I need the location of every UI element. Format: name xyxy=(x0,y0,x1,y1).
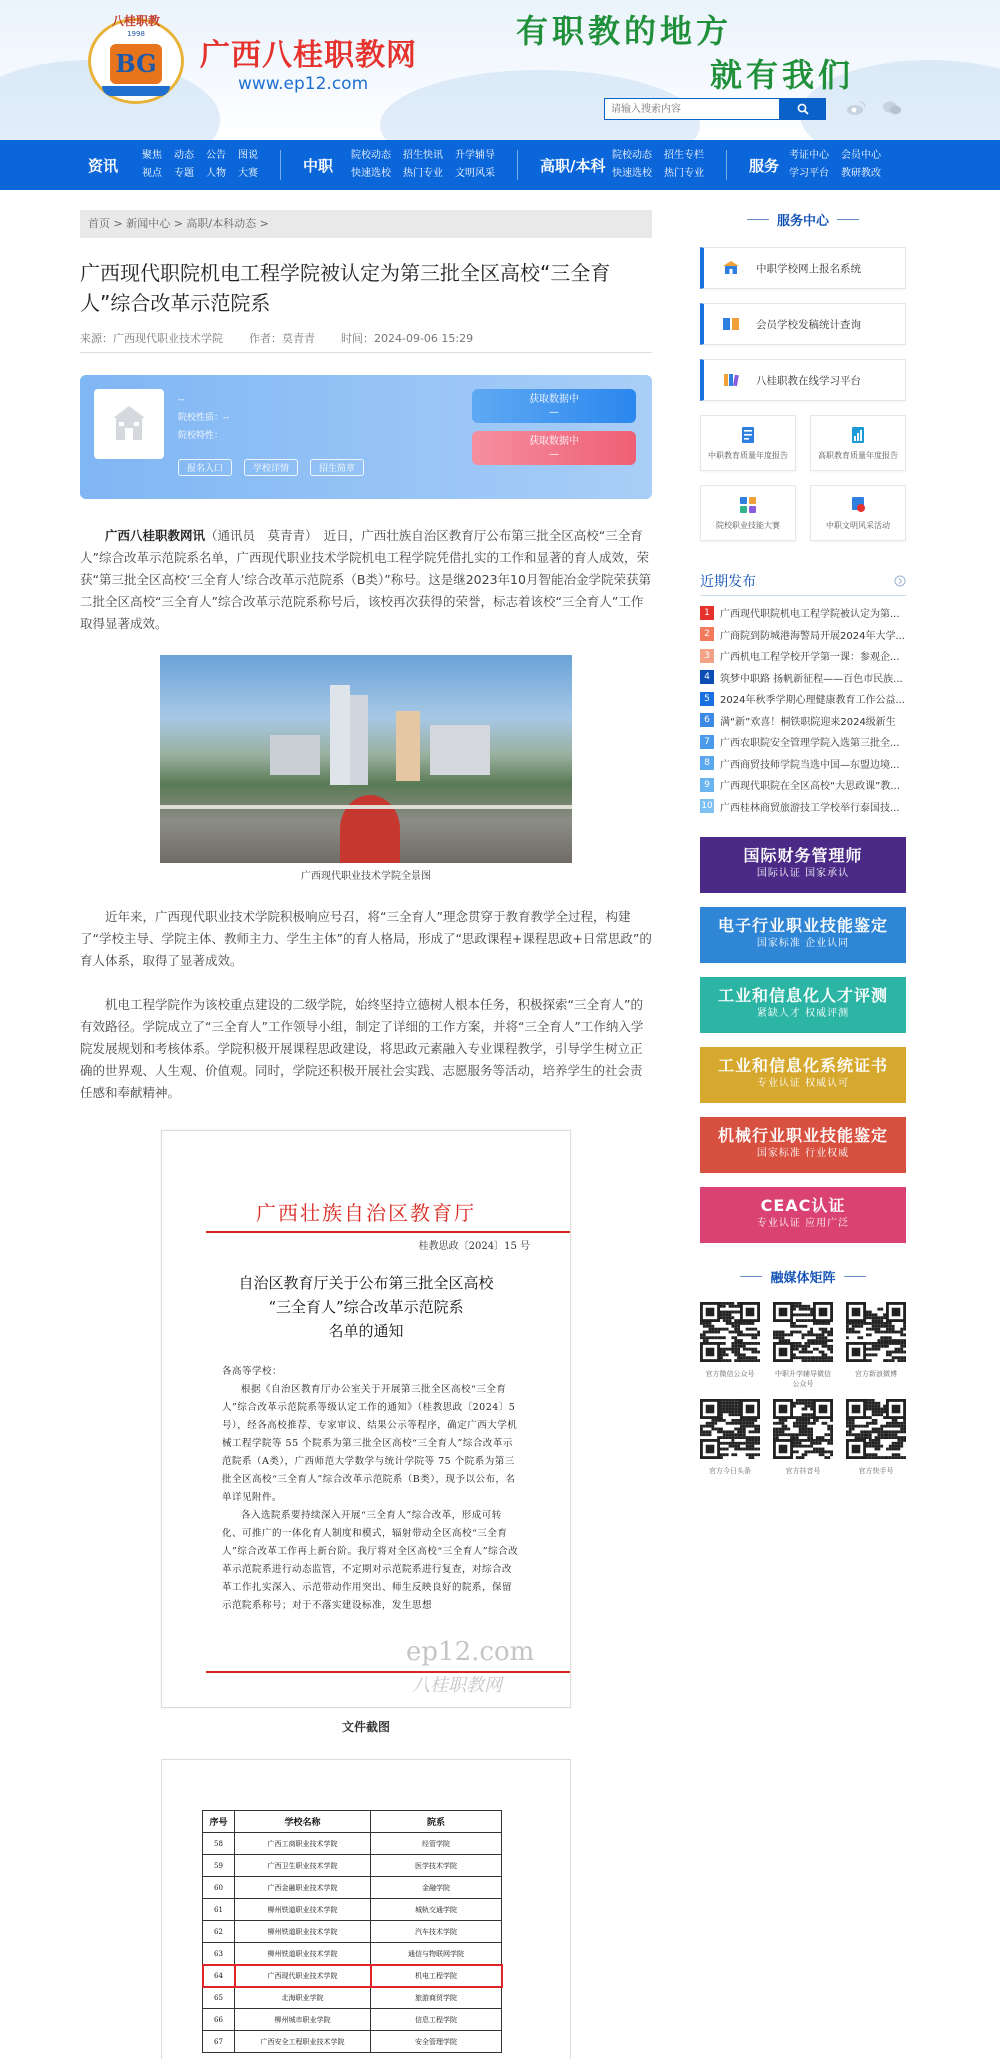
table-cell: 广西金融职业技术学院 xyxy=(235,1877,371,1899)
qr-code-icon xyxy=(846,1399,906,1459)
site-logo[interactable] xyxy=(88,12,184,104)
table-header: 学校名称 xyxy=(235,1811,371,1833)
table-cell: 柳州城市职业学院 xyxy=(235,2009,371,2031)
ad-subtitle: 紧缺人才 权威评测 xyxy=(756,1008,850,1019)
ad-subtitle: 专业认证 应用广泛 xyxy=(756,1218,850,1229)
recent-list xyxy=(700,602,906,817)
qr-label: 官方今日头条 xyxy=(709,1467,751,1475)
doc-issuer: 广西壮族自治区教育厅 xyxy=(256,1201,476,1225)
logo-mark xyxy=(110,44,162,84)
nav-link[interactable]: 会员中心 xyxy=(841,150,881,161)
recent-item[interactable] xyxy=(700,645,906,667)
site-header xyxy=(0,0,1000,140)
qr-item[interactable] xyxy=(846,1302,906,1389)
lead-text: （通讯员 莫青青） 近日，广西壮族自治区教育厅公布第三批全区高校“三全育人”综合改革示范院系名单，广西现代职业技术学院机电工程学院凭借扎实的工作和显著的育人成效，荣获“第三批全区高校‘三全育人’综合改革示范院系（B类）”称号。这是继2023年10月智能冶金学院荣获第二批全区高校“三全育人”综合改革示范院系称号后，该校再次获得的荣誉，标志着该校“三全育人”工作取得显著成效。 xyxy=(80,528,651,631)
grid-label: 中职文明风采活动 xyxy=(826,520,890,530)
doc-title-line: 自治区教育厅关于公布第三批全区高校 xyxy=(238,1274,494,1292)
heading-rule xyxy=(844,1276,866,1277)
grid-item-higher-report[interactable] xyxy=(810,415,906,471)
qr-grid xyxy=(700,1302,906,1476)
qr-code-icon xyxy=(773,1399,833,1459)
school-detail-link[interactable]: 学校详情 xyxy=(244,459,298,476)
recent-title: 广西农职院安全管理学院入选第三批全... xyxy=(720,738,900,750)
table-row xyxy=(203,1877,502,1899)
grid-label: 中职教育质量年度报告 xyxy=(708,450,788,460)
article-lead-paragraph xyxy=(80,525,652,635)
doc-paragraph: 根据《自治区教育厅办公室关于开展第三批全区高校“三全育人”综合改革示范院系等级认定工作的通知》（桂教思政〔2024〕5 号），经各高校推荐、专家审议、结果公示等程序，确定广西大学机械工程学院等 55 个院系为第三批全区高校“三全育人”综合改革示范院系（A类），广西师范大学数学与统计学院等 75 个院系为第三批全区高校“三全育人”综合改革示范院系（B类），现予以公布，名单详见附件。 xyxy=(222,1384,518,1503)
nav-links xyxy=(142,149,258,181)
social-icons xyxy=(846,98,902,118)
heading-rule xyxy=(740,1276,762,1277)
nav-link[interactable]: 大赛 xyxy=(238,168,258,179)
ad-subtitle: 国际认证 国家承认 xyxy=(756,868,850,879)
table-cell: 59 xyxy=(203,1855,235,1877)
nav-link[interactable]: 学习平台 xyxy=(789,168,829,179)
media-matrix xyxy=(700,1267,906,1476)
qr-item[interactable] xyxy=(773,1302,833,1389)
nav-link[interactable]: 院校动态 xyxy=(612,150,652,161)
watermark: 八桂职教网 xyxy=(412,1675,502,1696)
books-icon xyxy=(722,372,740,388)
more-arrow-icon[interactable] xyxy=(894,575,906,587)
nav-link[interactable]: 考证中心 xyxy=(789,150,829,161)
table-cell: 65 xyxy=(203,1987,235,2009)
search-input[interactable] xyxy=(604,98,780,120)
ad-subtitle: 国家标准 行业权威 xyxy=(756,1148,850,1159)
ad-title: 工业和信息化系统证书 xyxy=(717,1056,888,1075)
article-paragraph: 机电工程学院作为该校重点建设的二级学院，始终坚持立德树人根本任务，积极探索“三全育人”的有效路径。学院成立了“三全育人”工作领导小组，制定了详细的工作方案，并将“三全育人”工作纳入学院发展规划和考核体系。学院积极开展课程思政建设，将思政元素融入专业课程教学，引导学生树立正确的世界观、人生观、价值观。同时，学院还积极开展社会实践、志愿服务等活动，培养学生的社会责任感和奉献精神。 xyxy=(80,997,644,1100)
table-cell: 60 xyxy=(203,1877,235,1899)
table-cell: 安全管理学院 xyxy=(371,2031,502,2053)
recent-rank: 2 xyxy=(700,627,714,641)
nav-title[interactable]: 高职/本科 xyxy=(540,156,606,175)
media-heading xyxy=(700,1267,906,1286)
recent-item[interactable] xyxy=(700,688,906,710)
ad-subtitle: 国家标准 企业认同 xyxy=(756,938,850,949)
nav-link[interactable]: 文明风采 xyxy=(455,168,495,179)
grid-label: 高职教育质量年度报告 xyxy=(818,450,898,460)
search-button[interactable] xyxy=(780,98,826,120)
wechat-icon[interactable] xyxy=(882,98,902,118)
table-cell: 64 xyxy=(203,1965,235,1987)
site-url: www.ep12.com xyxy=(238,74,369,94)
table-cell: 旅游商贸学院 xyxy=(371,1987,502,2009)
nav-link[interactable]: 升学辅导 xyxy=(455,150,495,161)
recent-rank: 3 xyxy=(700,649,714,663)
school-info-card xyxy=(80,375,652,499)
table-cell: 广西安全工程职业技术学院 xyxy=(235,2031,371,2053)
qr-label: 官方抖音号 xyxy=(785,1467,821,1475)
service-center-title: 服务中心 xyxy=(776,214,829,229)
table-row xyxy=(203,1833,502,1855)
nav-divider xyxy=(517,150,518,180)
service-item-online-enroll[interactable] xyxy=(700,247,906,289)
school-logo-placeholder xyxy=(94,389,164,459)
table-cell: 61 xyxy=(203,1899,235,1921)
site-name: 广西八桂职教网 xyxy=(200,38,417,73)
qr-code-icon xyxy=(846,1302,906,1362)
nav-group-news xyxy=(88,149,258,181)
nav-divider xyxy=(280,150,281,180)
service-item-learning-platform[interactable] xyxy=(700,359,906,401)
slogan-line2: 就有我们 xyxy=(710,56,855,94)
qr-item[interactable] xyxy=(700,1302,760,1389)
data-button-primary[interactable] xyxy=(472,389,636,423)
ad-subtitle: 专业认证 权威认可 xyxy=(756,1078,850,1089)
recent-title: 筑梦中职路 扬帆新征程——百色市民族... xyxy=(720,673,903,685)
table-cell: 北海职业学院 xyxy=(235,1987,371,2009)
table-cell: 医学技术学院 xyxy=(371,1855,502,1877)
recent-title: 广商院到防城港海警局开展2024年大学... xyxy=(720,630,905,642)
building-icon xyxy=(107,402,151,446)
school-icon xyxy=(722,260,740,276)
table-cell: 金融学院 xyxy=(371,1877,502,1899)
table-row xyxy=(203,2009,502,2031)
table-cell: 广西卫生职业技术学院 xyxy=(235,1855,371,1877)
table-row xyxy=(203,1921,502,1943)
table-header: 院系 xyxy=(371,1811,502,1833)
article-column xyxy=(80,210,652,2059)
nav-link[interactable]: 教研教改 xyxy=(841,168,881,179)
document-caption: 文件截图 xyxy=(341,1720,390,1734)
book-icon xyxy=(722,316,740,332)
school-feature-label: 院校特性： xyxy=(178,431,224,441)
document-screenshot xyxy=(161,1130,571,1708)
recent-title: 广西现代职院在全区高校“大思政课”教... xyxy=(720,781,900,793)
data-button-label: 获取数据中 xyxy=(529,394,579,405)
school-list-table xyxy=(202,1810,502,2053)
recent-rank: 1 xyxy=(700,606,714,620)
service-item-article-stats[interactable] xyxy=(700,303,906,345)
article-author: 作者：莫青青 xyxy=(249,332,315,345)
recent-rank: 10 xyxy=(701,801,713,812)
qr-label: 官方新浪微博 xyxy=(855,1370,897,1378)
lead-bold: 广西八桂职教网讯 xyxy=(105,528,206,543)
search-bar xyxy=(604,98,826,120)
logo-top-text: 八桂职教 xyxy=(111,14,160,28)
table-row xyxy=(203,1855,502,1877)
campus-photo xyxy=(160,655,572,863)
watermark: ep12.com xyxy=(406,1637,535,1667)
nav-links xyxy=(351,149,495,181)
service-label: 中职学校网上报名系统 xyxy=(756,262,861,275)
qr-item[interactable] xyxy=(773,1399,833,1476)
nav-link[interactable]: 招生专栏 xyxy=(664,150,704,161)
breadcrumb[interactable]: 首页 > 新闻中心 > 高职/本科动态 > xyxy=(80,210,652,238)
enroll-entry-link[interactable]: 报名入口 xyxy=(178,459,232,476)
nav-link[interactable]: 动态 xyxy=(174,150,194,161)
recent-rank: 8 xyxy=(700,756,714,770)
photo-caption: 广西现代职业技术学院全景图 xyxy=(301,871,431,882)
grid-item-secondary-report[interactable] xyxy=(700,415,796,471)
school-nature-value: -- xyxy=(223,413,230,423)
recent-rank: 6 xyxy=(700,713,714,727)
logo-book-icon xyxy=(102,86,170,96)
list-table-screenshot xyxy=(161,1759,571,2059)
data-button-sub: — xyxy=(549,407,559,418)
article-source: 来源：广西现代职业技术学院 xyxy=(80,332,223,345)
table-header: 序号 xyxy=(203,1811,235,1833)
qr-code-icon xyxy=(700,1399,760,1459)
qr-label: 官方快手号 xyxy=(858,1467,894,1475)
media-title: 融媒体矩阵 xyxy=(770,1271,836,1286)
school-name: -- xyxy=(178,395,185,405)
service-list xyxy=(700,247,906,401)
service-grid xyxy=(700,415,906,541)
table-cell: 66 xyxy=(203,2009,235,2031)
doc-red-rule xyxy=(206,1671,570,1673)
ad-banner[interactable] xyxy=(700,977,906,1033)
table-row xyxy=(203,1987,502,2009)
table-cell: 汽车技术学院 xyxy=(371,1921,502,1943)
table-cell: 柳州铁道职业技术学院 xyxy=(235,1943,371,1965)
nav-title[interactable]: 资讯 xyxy=(88,156,119,175)
doc-title xyxy=(162,1271,570,1343)
table-cell: 通信与物联网学院 xyxy=(371,1943,502,1965)
recent-item[interactable] xyxy=(700,624,906,646)
table-cell: 广西工商职业技术学院 xyxy=(235,1833,371,1855)
school-info xyxy=(178,391,230,445)
article-paragraph: 近年来，广西现代职业技术学院积极响应号召，将“三全育人”理念贯穿于教育教学全过程，构建了“学校主导、学院主体、教师主力、学生主体”的育人格局，形成了“思政课程+课程思政+日常思政”的育人体系，取得了显著成效。 xyxy=(80,909,652,968)
table-cell: 柳州铁道职业技术学院 xyxy=(235,1899,371,1921)
nav-divider xyxy=(726,150,727,180)
ad-banners xyxy=(700,837,906,1243)
ad-title: 工业和信息化人才评测 xyxy=(717,986,888,1005)
service-label: 八桂职教在线学习平台 xyxy=(756,374,861,387)
table-row xyxy=(203,2031,502,2053)
article-time: 时间：2024-09-06 15:29 xyxy=(341,332,474,345)
recent-title: 广西现代职院机电工程学院被认定为第... xyxy=(720,609,900,621)
nav-link[interactable]: 视点 xyxy=(142,168,162,179)
weibo-icon[interactable] xyxy=(846,98,866,118)
apps-icon xyxy=(739,496,757,514)
recent-item[interactable] xyxy=(700,667,906,689)
chart-report-icon xyxy=(850,426,866,444)
logo-year: 1998 xyxy=(127,30,145,38)
ad-banner[interactable] xyxy=(700,907,906,963)
table-cell: 62 xyxy=(203,1921,235,1943)
slogan-line1: 有职教的地方 xyxy=(516,12,733,50)
qr-code-icon xyxy=(700,1302,760,1362)
data-button-secondary[interactable] xyxy=(472,431,636,465)
doc-paragraph: 各入选院系要持续深入开展“三全育人”综合改革，形成可转化、可推广的一体化育人制度和模式，辐射带动全区高校“三全育人”综合改革工作再上新台阶。我厅将对全区高校“三全育人”综合改革示范院系进行动态监管，不定期对示范院系进行复查，对综合改革工作扎实深入、示范带动作用突出、师生反映良好的院系，保留示范院系称号；对于不落实建设标准，发生思想 xyxy=(222,1510,519,1611)
doc-red-rule xyxy=(206,1231,570,1233)
table-cell: 广西现代职业技术学院 xyxy=(235,1965,371,1987)
ad-title: 电子行业职业技能鉴定 xyxy=(717,916,888,935)
doc-number: 桂教思政〔2024〕15 号 xyxy=(418,1241,530,1252)
table-cell: 67 xyxy=(203,2031,235,2053)
table-cell: 柳州铁道职业技术学院 xyxy=(235,1921,371,1943)
doc-title-line: “三全育人”综合改革示范院系 xyxy=(268,1298,464,1316)
nav-group-secondary xyxy=(303,149,495,181)
table-cell: 63 xyxy=(203,1943,235,1965)
admission-brochure-link[interactable]: 招生简章 xyxy=(310,459,364,476)
grid-item-skills-contest[interactable] xyxy=(700,485,796,541)
data-button-sub: — xyxy=(549,449,559,460)
recent-rank: 5 xyxy=(700,692,714,706)
service-label: 会员学校发稿统计查询 xyxy=(756,318,861,331)
table-cell: 信息工程学院 xyxy=(371,2009,502,2031)
qr-label: 中职升学辅导微信公众号 xyxy=(775,1370,831,1388)
grid-item-civilization-activity[interactable] xyxy=(810,485,906,541)
doc-salutation: 各高等学校： xyxy=(222,1366,283,1377)
ad-title: CEAC认证 xyxy=(760,1196,846,1215)
school-nature-label: 院校性质： xyxy=(178,413,224,423)
recent-item[interactable] xyxy=(700,602,906,624)
nav-link[interactable]: 专题 xyxy=(174,168,194,179)
nav-link[interactable]: 热门专业 xyxy=(664,168,704,179)
service-center-heading xyxy=(700,210,906,229)
report-icon xyxy=(740,426,756,444)
recent-rank: 7 xyxy=(700,735,714,749)
recent-item[interactable] xyxy=(700,753,906,775)
grid-label: 院校职业技能大赛 xyxy=(716,520,780,530)
nav-link[interactable]: 公告 xyxy=(206,150,226,161)
logo-mark-text: BG xyxy=(115,49,157,78)
doc-title-line: 名单的通知 xyxy=(328,1322,404,1340)
doc-body xyxy=(222,1363,520,1615)
recent-rank: 9 xyxy=(700,778,714,792)
sidebar xyxy=(700,210,906,1476)
ad-banner[interactable] xyxy=(700,837,906,893)
award-icon xyxy=(850,496,866,514)
recent-rank: 4 xyxy=(700,670,714,684)
search-icon xyxy=(797,103,809,115)
nav-link[interactable]: 热门专业 xyxy=(403,168,443,179)
nav-link[interactable]: 图说 xyxy=(238,150,258,161)
recent-item[interactable] xyxy=(700,731,906,753)
qr-label: 官方微信公众号 xyxy=(705,1370,755,1378)
recent-title: 广西桂林商贸旅游技工学校举行泰国技... xyxy=(720,802,900,814)
recent-heading xyxy=(700,571,906,596)
ad-title: 国际财务管理师 xyxy=(743,846,863,865)
ad-banner[interactable] xyxy=(700,1117,906,1173)
recent-title: 2024年秋季学期心理健康教育工作公益... xyxy=(720,695,905,707)
ad-banner[interactable] xyxy=(700,1047,906,1103)
nav-link[interactable]: 聚焦 xyxy=(142,150,162,161)
recent-title: 广西商贸技师学院当选中国—东盟边境... xyxy=(720,759,900,771)
recent-title: 广西机电工程学校开学第一课：参观企... xyxy=(720,652,900,664)
recent-title: 满“新”欢喜！桐铁职院迎来2024级新生 xyxy=(720,716,896,728)
nav-group-service xyxy=(749,149,881,181)
heading-rule xyxy=(747,219,769,220)
nav-links xyxy=(789,149,881,181)
heading-rule xyxy=(837,219,859,220)
qr-code-icon xyxy=(773,1302,833,1362)
main-nav xyxy=(0,140,1000,190)
nav-link[interactable]: 招生快讯 xyxy=(403,150,443,161)
article-title: 广西现代职院机电工程学院被认定为第三批全区高校“三全育人”综合改革示范院系 xyxy=(80,261,611,315)
nav-links xyxy=(612,149,704,181)
recent-item[interactable] xyxy=(700,796,906,818)
nav-link[interactable]: 院校动态 xyxy=(351,150,391,161)
table-cell: 城轨交通学院 xyxy=(371,1899,502,1921)
school-links xyxy=(178,459,364,476)
article-meta xyxy=(80,330,652,353)
nav-group-higher xyxy=(540,149,704,181)
qr-item[interactable] xyxy=(700,1399,760,1476)
nav-link[interactable]: 快速选校 xyxy=(612,168,652,179)
recent-item[interactable] xyxy=(700,774,906,796)
ad-title: 机械行业职业技能鉴定 xyxy=(717,1126,888,1145)
recent-item[interactable] xyxy=(700,710,906,732)
table-cell: 机电工程学院 xyxy=(371,1965,502,1987)
qr-item[interactable] xyxy=(846,1399,906,1476)
table-cell: 经管学院 xyxy=(371,1833,502,1855)
ad-banner[interactable] xyxy=(700,1187,906,1243)
recent-title: 近期发布 xyxy=(700,574,756,590)
nav-title[interactable]: 服务 xyxy=(749,156,780,175)
table-row xyxy=(203,1899,502,1921)
campus-photo-figure xyxy=(160,655,572,882)
data-button-label: 获取数据中 xyxy=(529,436,579,447)
nav-link[interactable]: 人物 xyxy=(206,168,226,179)
nav-title[interactable]: 中职 xyxy=(303,156,334,175)
nav-link[interactable]: 快速选校 xyxy=(351,168,391,179)
table-row-highlighted xyxy=(203,1965,502,1987)
table-row xyxy=(203,1943,502,1965)
table-cell: 58 xyxy=(203,1833,235,1855)
